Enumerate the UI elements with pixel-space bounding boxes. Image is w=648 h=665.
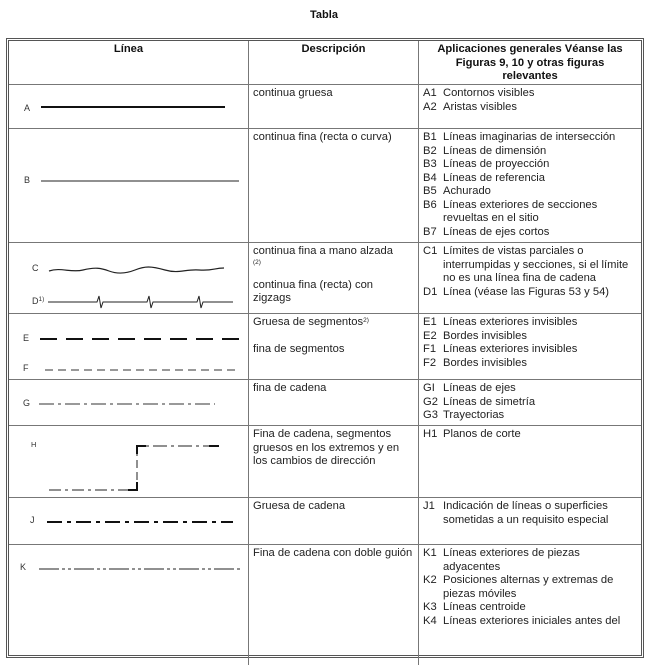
line-cell [9,129,249,242]
line-samples-c-d [9,243,249,313]
line-label: H [31,440,37,449]
description-c-text: continua fina a mano alzada [253,245,393,257]
application-text: Límites de vistas parciales o interrumpidas y secciones, si el límite no es una línea fina de cadena [443,245,629,284]
double-dash-chain-line-sample [9,545,249,665]
description-f: fina de segmentos [253,342,345,355]
line-cell [9,426,249,497]
application-item [423,131,637,145]
application-text: Líneas de ejes [443,382,516,394]
application-text: Posiciones alternas y extremas de piezas móviles [443,574,614,600]
application-item [423,428,637,442]
table-row-h [9,426,641,498]
application-text: Planos de corte [443,428,521,440]
application-item [423,357,637,371]
table-row-a [9,85,641,129]
description-cell [249,243,419,313]
application-text: Bordes invisibles [443,329,527,342]
description-cell: fina de cadena [249,380,419,425]
line-cell [9,545,249,665]
application-text: Líneas imaginarias de intersección [443,131,616,143]
application-item [423,145,637,159]
application-item [423,343,637,357]
application-code: E2 [423,329,437,342]
footnote-marker: (2) [253,258,261,266]
application-code: G3 [423,409,438,421]
table-row-j [9,498,641,545]
line-label: G [23,398,31,408]
application-item [423,172,637,186]
applications-cell [419,498,641,544]
application-item [423,547,637,574]
application-text: Contornos visibles [443,87,535,99]
application-text: Líneas exteriores invisibles [443,343,578,355]
application-code: A1 [423,87,437,99]
footnote-marker: 2) [363,317,369,324]
line-samples-e-f [9,314,249,379]
description-d: continua fina (recta) con zigzags [253,278,374,304]
application-item [423,185,637,199]
table-row-b [9,129,641,243]
description-cell: continua gruesa [249,85,419,128]
application-item [423,158,637,172]
application-text: Líneas exteriores de secciones revueltas en el sitio [443,198,598,224]
application-text: Líneas de dimensión [443,144,547,157]
application-text: Líneas de referencia [443,171,545,184]
description-cell: continua fina (recta o curva) [249,129,419,242]
application-item [423,500,637,527]
thin-chain-line-sample [9,380,249,425]
application-text: Aristas visibles [443,100,517,113]
line-label: A [24,103,31,113]
table-row-k [9,545,641,665]
thin-continuous-line-sample [9,129,249,242]
description-cell: Fina de cadena, segmentos gruesos en los extremos y en los cambios de dirección [249,426,419,497]
applications-cell [419,85,641,128]
line-cell [9,498,249,544]
application-code: B6 [423,198,437,211]
application-text: Líneas exteriores de piezas adyacentes [443,547,580,573]
application-code: D1 [423,285,438,298]
application-text: Bordes invisibles [443,356,527,369]
application-item [423,199,637,226]
application-item [423,615,637,629]
application-code: GI [423,382,435,394]
description-cell: Gruesa de cadena [249,498,419,544]
line-cell [9,243,249,313]
table-row-c-d [9,243,641,314]
application-text: Líneas de simetría [443,395,536,408]
application-text: Líneas exteriores invisibles [443,316,578,328]
application-text: Líneas de ejes cortos [443,225,550,238]
description-cell: Fina de cadena con doble guión [249,545,419,665]
application-item [423,245,637,286]
application-item [423,396,637,410]
application-item [423,286,637,300]
application-item [423,101,637,115]
table-row-g [9,380,641,426]
line-label-f: F [23,363,29,373]
table-title: Tabla [310,9,338,21]
cutting-plane-line-sample [9,426,249,497]
applications-cell [419,129,641,242]
application-code: B4 [423,171,437,184]
application-text: Achurado [443,185,491,197]
application-text: Línea (véase las Figuras 53 y 54) [443,285,610,298]
line-label: J [30,515,35,525]
application-code: C1 [423,245,438,257]
table-row-e-f [9,314,641,380]
application-code: B7 [423,225,437,238]
application-code: K4 [423,614,437,627]
thick-chain-line-sample [9,498,249,544]
application-code: G2 [423,395,438,408]
line-cell [9,85,249,128]
application-code: B3 [423,158,437,170]
application-code: A2 [423,100,437,113]
application-code: K3 [423,601,437,613]
application-item [423,226,637,240]
application-item [423,409,637,423]
line-label: B [24,175,31,185]
application-code: K1 [423,547,437,559]
thick-continuous-line-sample [9,85,249,128]
applications-cell [419,426,641,497]
application-item [423,574,637,601]
applications-cell [419,380,641,425]
application-item [423,87,637,101]
line-cell [9,314,249,379]
description-e-text: Gruesa de segmentos [253,316,364,328]
application-code: B1 [423,131,437,143]
header-descripcion: Descripción [249,41,419,84]
application-code: H1 [423,428,438,440]
table-header-row [9,41,641,85]
line-label-e: E [23,333,30,343]
description-e [253,316,414,330]
header-linea: Línea [9,41,249,84]
application-text: Líneas exteriores iniciales antes del [443,614,621,627]
application-code: E1 [423,316,437,328]
applications-cell [419,243,641,313]
line-cell [9,380,249,425]
application-item [423,382,637,396]
description-c [253,245,414,266]
freehand-line-sample [49,267,224,273]
line-label-d-text: D [32,296,39,306]
application-code: B5 [423,185,437,197]
application-item [423,601,637,615]
description-cell [249,314,419,379]
application-text: Líneas centroide [443,601,526,613]
zigzag-line-sample [48,296,233,308]
application-code: F2 [423,356,437,369]
line-label-c: C [32,263,39,273]
application-code: K2 [423,574,437,586]
application-code: J1 [423,500,435,512]
application-text: Líneas de proyección [443,158,550,170]
line-label: K [20,562,27,572]
application-code: B2 [423,144,437,157]
application-text: Indicación de líneas o superficies sometidas a un requisito especial [443,500,609,526]
application-text: Trayectorias [443,409,505,421]
footnote-marker: 1) [38,296,45,303]
application-item [423,330,637,344]
applications-cell [419,314,641,379]
header-aplicaciones: Aplicaciones generales Véanse las Figuras 9, 10 y otras figuras relevantes [437,43,623,82]
applications-cell [419,545,641,665]
application-item [423,316,637,330]
application-code: F1 [423,343,437,355]
line-types-table [6,38,644,658]
